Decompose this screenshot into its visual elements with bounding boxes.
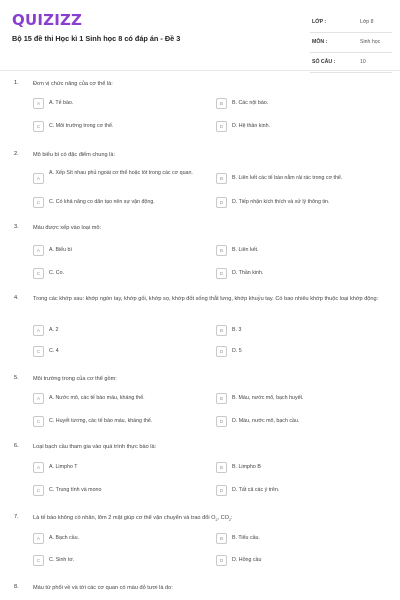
option-letter-box: B [216, 245, 227, 256]
option-text: A. Xếp Sít nhau phủ ngoài cơ thể hoặc lót trong các cơ quan. [49, 170, 193, 176]
question-text: Môi trường trong của cơ thể gồm: [33, 376, 117, 382]
meta-value: Sinh học [360, 39, 381, 45]
answer-option-a[interactable] [33, 461, 198, 475]
question-text: Mô biểu bì có đặc điểm chung là: [33, 152, 116, 158]
answer-option-c[interactable] [33, 554, 198, 568]
option-letter-box: B [216, 462, 227, 473]
option-text: D. Hệ thần kinh. [232, 123, 270, 129]
answer-option-a[interactable] [33, 392, 198, 406]
option-text: C. Sinh tơ. [49, 557, 75, 563]
meta-row-subject [310, 33, 392, 53]
question-number: 3. [14, 224, 19, 230]
answer-option-c[interactable] [33, 196, 198, 210]
answer-option-d[interactable] [216, 554, 381, 568]
option-letter-box: A [33, 325, 44, 336]
answer-option-d[interactable] [216, 267, 381, 281]
meta-value: 10 [360, 59, 366, 65]
option-text: B. Limpho B [232, 464, 261, 470]
option-letter-box: C [33, 416, 44, 427]
question-text: Đơn vị chức năng của cơ thể là: [33, 81, 113, 87]
option-letter-box: D [216, 197, 227, 208]
option-text: C. Co. [49, 270, 65, 276]
meta-value: Lớp 8 [360, 19, 374, 25]
option-text: C. 4 [49, 348, 59, 354]
answer-option-d[interactable] [216, 345, 381, 359]
question-number: 4. [14, 295, 19, 301]
option-text: B. Các nội bào. [232, 100, 269, 106]
option-letter-box: C [33, 555, 44, 566]
answer-option-b[interactable] [216, 244, 381, 258]
meta-label: LỚP : [312, 19, 327, 25]
answer-option-b[interactable] [216, 392, 381, 406]
option-letter-box: A [33, 173, 44, 184]
option-text: C. Huyết tương, các tế bào máu, kháng thể. [49, 418, 153, 424]
answer-option-c[interactable] [33, 120, 198, 134]
answer-option-b[interactable] [216, 97, 381, 111]
option-text: A. Biểu bì [49, 247, 72, 253]
option-text: A. Bạch cầu. [49, 535, 80, 541]
option-letter-box: C [33, 197, 44, 208]
option-letter-box: B [216, 98, 227, 109]
header-divider [0, 70, 400, 71]
option-text: D. 5 [232, 348, 242, 354]
option-letter-box: B [216, 325, 227, 336]
option-text: D. Máu, nước mô, bạch cầu. [232, 418, 300, 424]
option-letter-box: D [216, 121, 227, 132]
option-text: B. Liên kết các tế bào nằm rải rác trong cơ thể. [232, 175, 343, 181]
option-text: B. Máu, nước mô, bạch huyết. [232, 395, 304, 401]
option-letter-box: D [216, 268, 227, 279]
question-number: 1. [14, 80, 19, 86]
answer-option-d[interactable] [216, 120, 381, 134]
option-text: B. Liên kết. [232, 247, 259, 253]
option-text: A. 2 [49, 327, 59, 333]
answer-option-c[interactable] [33, 267, 198, 281]
option-text: C. Môi trường trong cơ thể. [49, 123, 114, 129]
question-text: Là tế bào không có nhân, lõm 2 mặt giúp cơ thể vận chuyển và trao đổi $O_2$, $CO_2$: [33, 515, 233, 523]
answer-option-a[interactable] [33, 532, 198, 546]
question-text: Loại bạch cầu tham gia vào quá trình thực bào là: [33, 444, 157, 450]
option-text: B. 3 [232, 327, 242, 333]
answer-option-c[interactable] [33, 345, 198, 359]
answer-option-a[interactable] [33, 97, 198, 111]
question-number: 7. [14, 514, 19, 520]
option-letter-box: A [33, 462, 44, 473]
meta-row-grade [310, 13, 392, 33]
meta-label: SỐ CÂU : [312, 59, 336, 65]
option-text: C. Trung tính và mono [49, 487, 102, 493]
question-number: 2. [14, 151, 19, 157]
option-letter-box: C [33, 485, 44, 496]
question-text: Máu được xếp vào loại mô: [33, 225, 102, 231]
option-text: B. Tiểu cầu. [232, 535, 260, 541]
option-text: D. Tất cả các ý trên. [232, 487, 280, 493]
question-number: 5. [14, 375, 19, 381]
answer-option-b[interactable] [216, 324, 381, 338]
option-letter-box: B [216, 393, 227, 404]
option-text: D. Thần kinh. [232, 270, 264, 276]
option-letter-box: D [216, 346, 227, 357]
answer-option-a[interactable] [33, 324, 198, 338]
option-letter-box: A [33, 98, 44, 109]
option-letter-box: A [33, 533, 44, 544]
option-letter-box: A [33, 245, 44, 256]
option-letter-box: C [33, 346, 44, 357]
question-number: 6. [14, 443, 19, 449]
option-text: C. Có khả năng co dãn tạo nên sự vận động. [49, 199, 155, 205]
answer-option-d[interactable] [216, 484, 381, 498]
option-letter-box: C [33, 121, 44, 132]
answer-option-b[interactable] [216, 461, 381, 475]
option-text: A. Tế bào. [49, 100, 74, 106]
question-number: 8. [14, 584, 19, 590]
question-text: Máu từ phổi về và tới các cơ quan có màu đỏ tươi là do: [33, 585, 173, 591]
option-text: A. Limpho T [49, 464, 78, 470]
option-letter-box: D [216, 555, 227, 566]
option-letter-box: D [216, 485, 227, 496]
option-letter-box: C [33, 268, 44, 279]
answer-option-d[interactable] [216, 196, 381, 210]
question-text: Trong các khớp sau: khớp ngón tay, khớp gối, khớp sọ, khớp đốt sống thắt lưng, khớp khuỷu tay. Có bao nhiêu khớp thuộc loại khớp động: [33, 296, 379, 302]
answer-option-a[interactable] [33, 244, 198, 258]
quiz-meta-table [310, 13, 392, 73]
answer-option-c[interactable] [33, 484, 198, 498]
answer-option-b[interactable] [216, 532, 381, 546]
answer-option-c[interactable] [33, 415, 198, 429]
option-text: D. Hồng cầu [232, 557, 262, 563]
option-letter-box: A [33, 393, 44, 404]
option-letter-box: B [216, 533, 227, 544]
option-text: A. Nước mô, các tế bào máu, kháng thể. [49, 395, 145, 401]
quizizz-logo: QUIZIZZ [12, 11, 83, 29]
document-title: Bộ 15 đề thi Học kì 1 Sinh học 8 có đáp án - Đề 3 [12, 34, 181, 43]
quiz-header [0, 0, 400, 64]
meta-label: MÔN : [312, 39, 328, 45]
answer-option-d[interactable] [216, 415, 381, 429]
answer-option-b[interactable] [216, 172, 381, 186]
option-text: D. Tiếp nhận kích thích và xử lý thông tin. [232, 199, 330, 205]
option-letter-box: B [216, 173, 227, 184]
answer-option-a[interactable] [33, 169, 198, 189]
option-letter-box: D [216, 416, 227, 427]
